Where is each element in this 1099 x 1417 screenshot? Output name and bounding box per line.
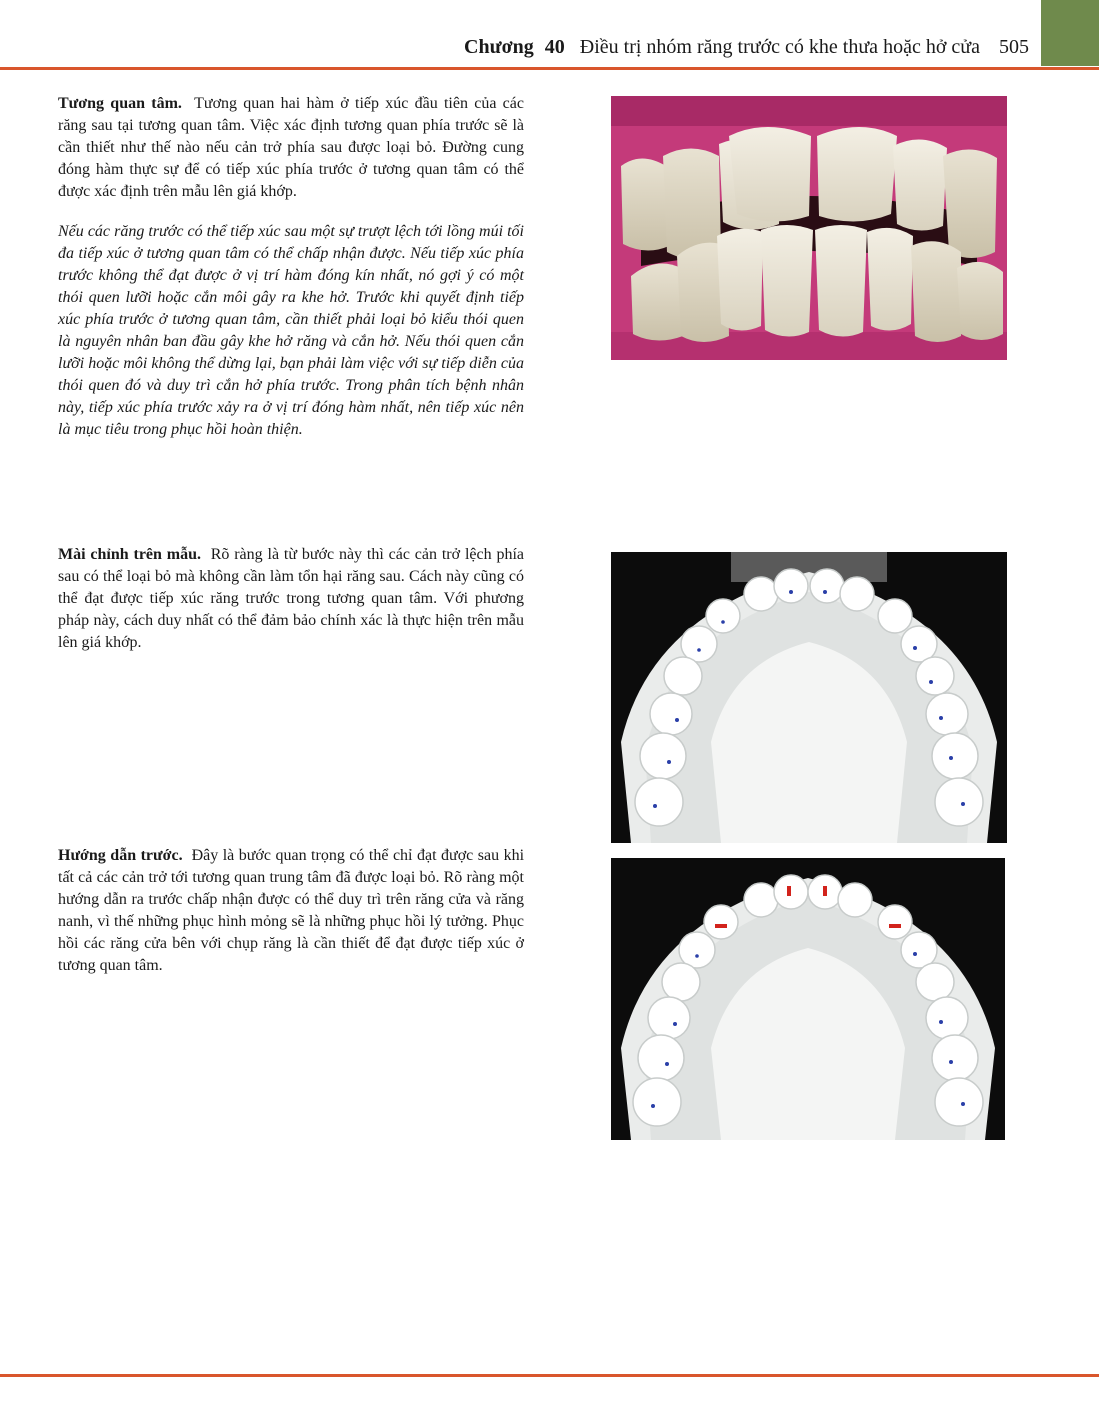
body-model-adjust: Rõ ràng là từ bước này thì các cản trở lệch phía sau có thể loại bỏ mà không cần làm tổn hại răng sau. Cách này cũng có thể đạt được tiếp xúc răng trước trong tương quan tâm. Với phương pháp này, cách duy nhất có thể đảm bảo chính xác là thực hiện trên mẫu lên giá khớp. — [58, 546, 524, 651]
body-italic-note: Nếu các răng trước có thể tiếp xúc sau một sự trượt lệch tới lồng múi tối đa tiếp xúc ở tương quan tâm có thể chấp nhận được. Nếu tiếp xúc phía trước không thể đạt được ở vị trí hàm đóng kín nhất, nó gợi ý có một thói quen lưỡi hoặc cắn môi gây ra khe hở. Trước khi quyết định tiếp xúc phía trước ở tương quan tâm, cần thiết phải loại bỏ kiểu thói quen là nguyên nhân ban đầu gây khe hở răng và cắn hở. Nếu thói quen cắn lưỡi hoặc môi không thể dừng lại, bạn phải làm việc với sự tiếp diễn của thói quen đó và duy trì cắn hở phía trước. Trong phân tích bệnh nhân này, tiếp xúc phía trước xảy ra ở vị trí đóng hàm nhất, nên tiếp xúc nên là mục tiêu trong phục hồi hoàn thiện. — [58, 223, 524, 438]
running-head — [464, 36, 1029, 59]
heading-anterior-guidance: Hướng dẫn trước. — [58, 847, 183, 864]
heading-model-adjust: Mài chỉnh trên mẫu. — [58, 546, 201, 563]
page-number: 505 — [999, 36, 1029, 58]
chapter-tab — [1041, 0, 1099, 66]
chapter-title: Điều trị nhóm răng trước có khe thưa hoặc hở cửa — [579, 36, 980, 58]
chapter-word: Chương — [464, 36, 534, 58]
paragraph-anterior-guidance — [58, 845, 524, 977]
photo-intraoral-front — [611, 96, 1007, 360]
body-centric-relation: Tương quan hai hàm ở tiếp xúc đầu tiên của các răng sau tại tương quan tâm. Việc xác định tương quan phía trước sẽ là cần thiết như thế nào nếu cản trở phía sau được loại bỏ. Đường cung đóng hàm thực sự để có tiếp xúc phía trước ở tương quan tâm có thể được xác định trên mẫu lên giá khớp. — [58, 95, 524, 200]
photo-cast-occlusal-1 — [611, 552, 1007, 843]
chapter-number: 40 — [544, 36, 565, 58]
photo-cast-occlusal-2 — [611, 858, 1005, 1140]
page-header — [0, 0, 1041, 66]
paragraph-model-adjust — [58, 544, 524, 654]
body-anterior-guidance: Đây là bước quan trọng có thể chỉ đạt được sau khi tất cả các cản trở tới tương quan trung tâm đã được loại bỏ. Rõ ràng một hướng dẫn ra trước chấp nhận được có thể duy trì trên răng cửa và răng nanh, vì thế những phục hình mỏng sẽ là những phục hồi lý tưởng. Phục hồi các răng cửa bên với chụp răng là cần thiết để đạt được tiếp xúc ở tương quan tâm. — [58, 847, 525, 974]
footer-rule — [0, 1374, 1099, 1377]
header-rule — [0, 67, 1099, 70]
paragraph-centric-relation — [58, 93, 524, 203]
heading-centric-relation: Tương quan tâm. — [58, 95, 182, 112]
paragraph-italic-note — [58, 221, 524, 441]
